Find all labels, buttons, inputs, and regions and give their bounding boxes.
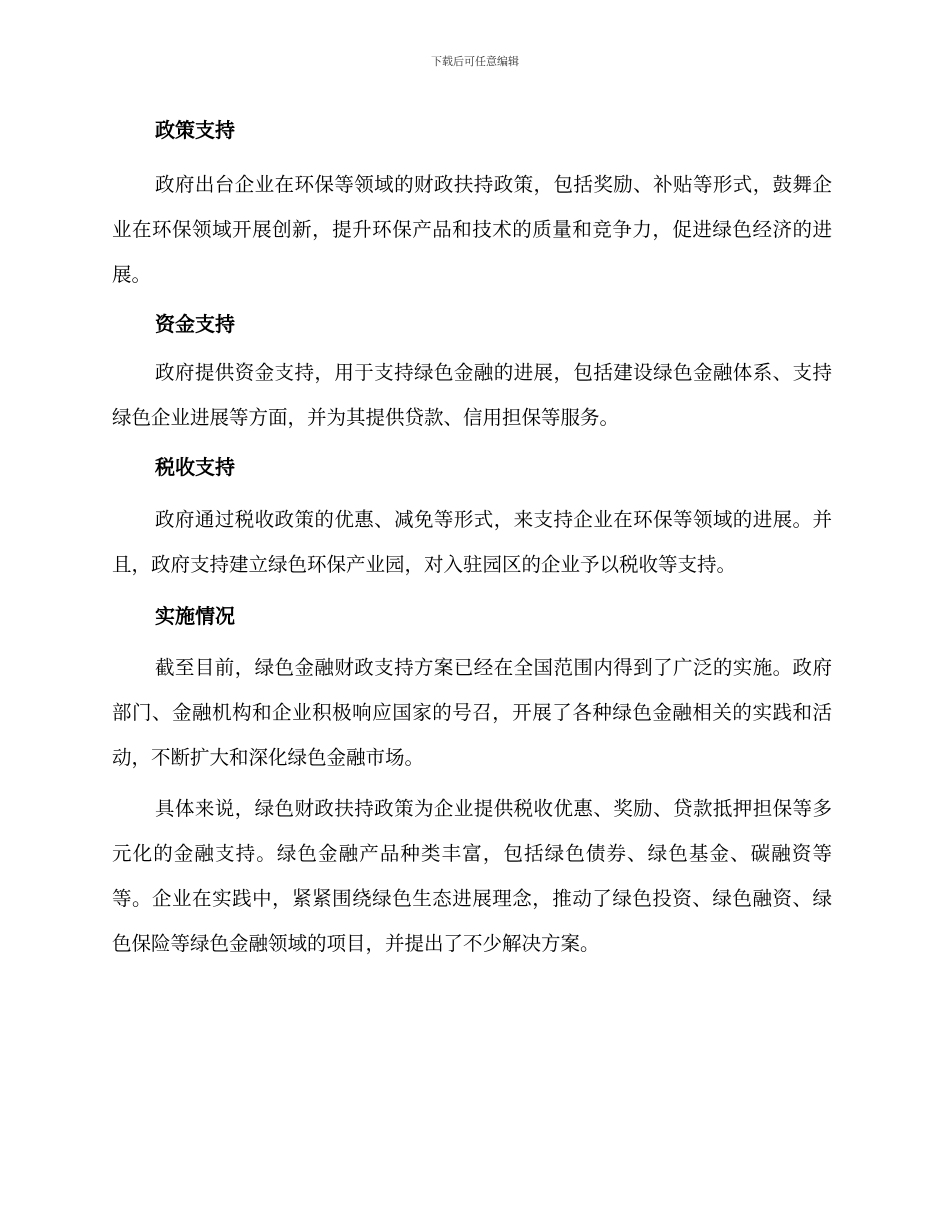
page-header-note: 下载后可任意编辑	[431, 55, 519, 68]
document-body	[112, 112, 832, 966]
section-heading-tax-support: 税收支持	[155, 455, 235, 479]
paragraph-implementation-overview: 截至目前，绿色金融财政支持方案已经在全国范围内得到了广泛的实施。政府部门、金融机构和企业积极响应国家的号召，开展了各种绿色金融相关的实践和活动，不断扩大和深化绿色金融市场。	[112, 656, 832, 769]
paragraph-tax-support: 政府通过税收政策的优惠、减免等形式，来支持企业在环保等领域的进展。并且，政府支持建立绿色环保产业园，对入驻园区的企业予以税收等支持。	[112, 508, 832, 576]
section-heading-implementation: 实施情况	[155, 604, 235, 628]
paragraph-implementation-details: 具体来说，绿色财政扶持政策为企业提供税收优惠、奖励、贷款抵押担保等多元化的金融支持。绿色金融产品种类丰富，包括绿色债券、绿色基金、碳融资等等。企业在实践中，紧紧围绕绿色生态进展理念，推动了绿色投资、绿色融资、绿色保险等绿色金融领域的项目，并提出了不少解决方案。	[112, 797, 832, 955]
section-heading-funding-support: 资金支持	[155, 312, 235, 336]
paragraph-funding-support: 政府提供资金支持，用于支持绿色金融的进展，包括建设绿色金融体系、支持绿色企业进展等方面，并为其提供贷款、信用担保等服务。	[112, 361, 832, 429]
paragraph-policy-support: 政府出台企业在环保等领域的财政扶持政策，包括奖励、补贴等形式，鼓舞企业在环保领域开展创新，提升环保产品和技术的质量和竞争力，促进绿色经济的进展。	[112, 173, 832, 286]
section-heading-policy-support: 政策支持	[155, 118, 235, 142]
